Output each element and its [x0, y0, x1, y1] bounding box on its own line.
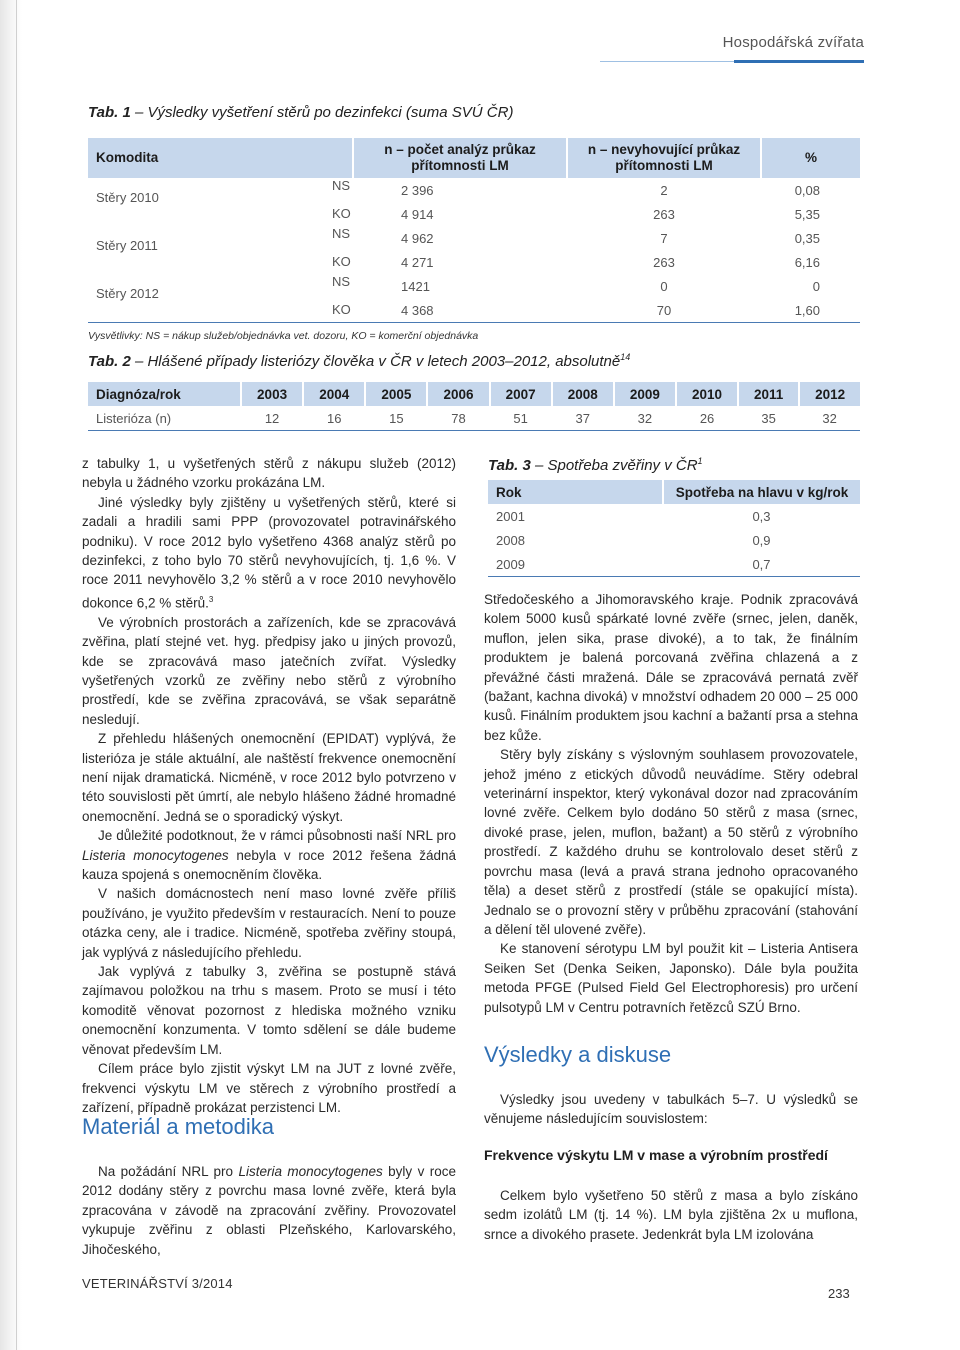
- table-row: [88, 250, 860, 274]
- table1-cell-pct: 0,08: [794, 182, 820, 198]
- table1-header-n: n – počet analýz průkaz přítomnosti LM: [353, 138, 567, 178]
- table2-caption-sup: 14: [620, 352, 631, 362]
- table-row: [488, 528, 860, 552]
- table3-cell-year: 2001: [496, 508, 525, 524]
- paragraph: Z přehledu hlášených onemocnění (EPIDAT) vyplývá, že listerióza je stále aktuální, ale naštěstí frekvence onemocnění není nijak dramatická. Nicméně, v roce 2012 bylo potvrzeno v této souvislosti pět úmrtí, ale nebylo hlášeno žádné hromadné onemocnění. Jedná se o sporadický výskyt.: [82, 731, 456, 824]
- table1-cell-n: 4 962: [401, 230, 434, 246]
- table3-caption-text: – Spotřeba zvěřiny v ČR: [530, 457, 698, 474]
- table1-cell-n: 2 396: [401, 182, 434, 198]
- table2-header-row: [88, 382, 860, 406]
- methods-heading: Materiál a metodika: [82, 1114, 274, 1139]
- table2-cell: 32: [637, 410, 653, 426]
- table2-header-year: 2012: [799, 382, 860, 406]
- table2-header-year: 2005: [365, 382, 427, 406]
- table-row: [88, 226, 860, 250]
- table2-row-label: Listerióza (n): [96, 410, 172, 426]
- table1-cell-n: 4 271: [401, 254, 434, 270]
- table2-header-year: 2003: [241, 382, 303, 406]
- table-row: [88, 202, 860, 226]
- paragraph: [82, 826, 456, 884]
- paragraph: Středočeského a Jihomoravského kraje. Podnik zpracovává kolem 5000 kusů spárkaté lovné zvěře (srnec, jelen, daněk, muflon, jelen sika, prase divoké), a to tak, že finálním produktem je balená porcovaná zvěřina chlazená a z převážné části mražená. Dále se zpracovává pernatá zvěř (bažant, kachna divoká) v množství odhadem 20 000 – 25 000 kusů. Finálním produktem jsou kachní a bažantí prsa a stehna bez kůže.: [484, 592, 858, 743]
- table2-header-year: 2004: [303, 382, 365, 406]
- paragraph: V našich domácnostech není maso lovné zvěře příliš používáno, je využito především v restauracích. Není to pouze otázka ceny, ale i tradice. Nicméně, spotřeba zvěřiny stoupá, jak vyplývá z následujícího přehledu.: [82, 886, 456, 960]
- table2-cell: 16: [326, 410, 342, 426]
- table1-cell-fail: 263: [653, 206, 675, 222]
- table1-note: Vysvětlivky: NS = nákup služeb/objednávka vet. dozoru, KO = komerční objednávka: [88, 330, 479, 342]
- table3-cell-value: 0,7: [752, 556, 771, 572]
- table-row: [88, 406, 860, 431]
- table1-cell-fail: 70: [656, 302, 672, 318]
- table1-cell-pct: 5,35: [794, 206, 820, 222]
- table1-cell-group: [88, 274, 353, 301]
- table3-header-row: [488, 480, 860, 504]
- table1-cell-group: [88, 202, 353, 226]
- table3-caption-sup: 1: [697, 456, 703, 466]
- paragraph-text: Jiné výsledky byly zjištěny u vyšetřených stěrů, které si zadali a hradili sami PPP (provozovatel potravinářského podniku). V roce 2012 bylo vyšetřeno 4368 analýz stěrů po dezinfekci, z toho bylo 70 stěrů nevyhovujících, tj. 1,6 %. V roce 2011 nevyhovělo 3,2 % stěrů a v roce 2010 nevyhovělo dokonce 6,2 % stěrů.: [82, 494, 456, 611]
- table1-cell-pct: 0: [812, 278, 820, 294]
- paragraph-text: Je důležité podotknout, že v rámci působnosti naší NRL pro: [98, 828, 456, 844]
- species-name: Listeria monocytogenes: [82, 847, 229, 863]
- table1-cell-fail: 0: [660, 278, 668, 294]
- table1-cell-group: [88, 250, 353, 274]
- table1-cell-pct: 1,60: [794, 302, 820, 318]
- table1-header-fail: n – nevyhovující průkaz přítomnosti LM: [567, 138, 761, 178]
- section-label: Hospodářská zvířata: [722, 34, 864, 51]
- table3-cell-year: 2008: [496, 532, 525, 548]
- table2-cell: 35: [761, 410, 776, 426]
- paragraph: [82, 1162, 456, 1259]
- table1-cell-pct: 6,16: [794, 254, 820, 270]
- table2-cell: 26: [699, 410, 715, 426]
- table2-caption-label: Tab. 2: [88, 353, 131, 370]
- paragraph: Ve výrobních prostorách a zařízeních, kde se zpracovává zvěřina, platí stejné vet. hyg. předpisy jako u jiných provozů, kde se zpracovává maso jatečních zvířat. Výsledky vyšetřených vzorků ze zvěřiny nebo stěrů z výrobního prostředí, kde se zvěřina zpracovává, se však separátně nesledují.: [82, 614, 456, 727]
- table3: [488, 480, 860, 577]
- table-row: [88, 298, 860, 323]
- results-heading: Výsledky a diskuse: [484, 1042, 672, 1067]
- paragraph: Celkem bylo vyšetřeno 50 stěrů z masa a bylo získáno sedm izolátů LM (tj. 14 %). LM byla zjištěna 2x u muflona, srnce a divokého prasete. Jedenkrát byla LM izolována: [484, 1188, 858, 1242]
- table2-cell: 37: [575, 410, 590, 426]
- table1-type: NS: [332, 226, 351, 241]
- table2-header-year: 2011: [738, 382, 799, 406]
- table1-cell-fail: 7: [660, 230, 668, 246]
- table1-cell-group: [88, 298, 353, 323]
- table-row: [88, 178, 860, 202]
- paragraph-text: byly v roce 2012 dodány stěry z povrchu masa lovné zvěře, která byla zpracována v závodě na zpracování zvěřiny. Provozovatel vykupuje zvěřinu z oblasti Plzeňského, Karlovarského, Jihočeského,: [82, 1164, 456, 1257]
- paragraph-text: nebyla v roce 2012 řešena žádná kauza spojená s onemocněním člověka.: [82, 847, 456, 883]
- table2-cell: 12: [264, 410, 280, 426]
- table2-header-year: 2006: [427, 382, 489, 406]
- table1-caption-label: Tab. 1: [88, 104, 131, 121]
- table2-caption-text: – Hlášené případy listeriózy člověka v ČR v letech 2003–2012, absolutně: [130, 353, 621, 370]
- results-text: [484, 1186, 858, 1244]
- table1-group-label: Stěry 2012: [96, 286, 159, 301]
- table2: [88, 382, 860, 431]
- section-rule-thin: [600, 61, 734, 62]
- table1-group-label: Stěry 2010: [96, 190, 159, 205]
- table1-type: NS: [332, 178, 351, 193]
- methods-text: [82, 1162, 456, 1259]
- table2-caption: [88, 352, 630, 370]
- journal-footer: VETERINÁŘSTVÍ 3/2014: [82, 1276, 233, 1291]
- page-number: 233: [828, 1286, 850, 1301]
- paragraph: [82, 493, 456, 613]
- table1-cell-fail: 2: [660, 182, 668, 198]
- table3-header-value: Spotřeba na hlavu v kg/rok: [663, 480, 860, 504]
- paragraph: Ke stanovení sérotypu LM byl použit kit – Listeria Antisera Seiken Set (Denka Seiken, Japonsko). Dále byla použita metoda PFGE (Pulsed Field Gel Electrophoresis) pro určení pulsotypů LM v Centru potravních řetězců SZÚ Brno.: [484, 941, 858, 1015]
- table1-caption: [88, 104, 513, 121]
- right-column-text: [484, 590, 858, 1017]
- table3-caption-label: Tab. 3: [488, 457, 531, 474]
- table1-header-row: [88, 138, 860, 178]
- table1-header-komodita: Komodita: [88, 138, 353, 178]
- table3-cell-year: 2009: [496, 556, 525, 572]
- table2-header-year: 2007: [490, 382, 552, 406]
- table1-cell-n: 4 914: [401, 206, 434, 222]
- binding-line: [16, 0, 17, 1350]
- table3-cell-value: 0,3: [752, 508, 771, 524]
- table2-cell: 15: [389, 410, 404, 426]
- table1-type: KO: [332, 302, 351, 317]
- paragraph-text: Na požádání NRL pro: [98, 1164, 239, 1179]
- table1-cell-n: 1421: [401, 278, 430, 294]
- table2-header-year: 2009: [614, 382, 676, 406]
- results-subheading: Frekvence výskytu LM v mase a výrobním prostředí: [484, 1147, 828, 1163]
- table-row: [488, 504, 860, 528]
- table1-cell-n: 4 368: [401, 302, 434, 318]
- table2-cell: 51: [513, 410, 528, 426]
- table-row: [88, 274, 860, 298]
- species-name: Listeria monocytogenes: [238, 1164, 383, 1179]
- table-row: [488, 552, 860, 577]
- table1-type: KO: [332, 254, 351, 269]
- table2-cell: 78: [451, 410, 466, 426]
- table3-header-year: Rok: [488, 480, 663, 504]
- table1-cell-group: [88, 178, 353, 205]
- table1-type: KO: [332, 206, 351, 221]
- paragraph: Stěry byly získány s výslovným souhlasem provozovatele, jehož jméno z etických důvodů neuvádíme. Stěry odebral veterinární inspektor, který vykonával dozor nad zpracováním lovné zvěře. Celkem bylo dodáno 50 stěrů z masa (srnec, divoké prase, jelen, muflon, bažant) a 50 stěrů z výrobního prostředí. Z každého druhu se kontrolovalo deset stěrů z povrchu masa (levá a pravá strana jednoho opracovaného těla) a deset stěrů z prostředí (stále se opakující místa). Jednalo se o provozní stěry v průběhu zpracování (stahování a dělení těl ulovené zvěře).: [484, 747, 858, 937]
- paragraph: z tabulky 1, u vyšetřených stěrů z nákupu služeb (2012) nebyla u žádného vzorku prokázána LM.: [82, 456, 456, 491]
- table2-header-label: Diagnóza/rok: [88, 382, 241, 406]
- table1-cell-fail: 263: [653, 254, 675, 270]
- paragraph: Výsledky jsou uvedeny v tabulkách 5–7. U výsledků se věnujeme následujícím souvislostem:: [484, 1092, 858, 1127]
- paragraph: Cílem práce bylo zjistit výskyt LM na JUT z lovné zvěře, frekvenci výskytu LM ve stěrech z výrobního prostředí a zařízení, případně prokázat perzistenci LM.: [82, 1061, 456, 1115]
- table3-caption: [488, 456, 703, 474]
- table1-header-pct: %: [761, 138, 860, 178]
- section-rule: [734, 60, 864, 63]
- table1: [88, 138, 860, 323]
- table2-header-year: 2010: [676, 382, 738, 406]
- table1-cell-group: [88, 226, 353, 253]
- results-intro: [484, 1090, 858, 1129]
- table1-caption-text: – Výsledky vyšetření stěrů po dezinfekci (suma SVÚ ČR): [130, 104, 514, 121]
- table3-cell-value: 0,9: [752, 532, 771, 548]
- reference-sup: 3: [208, 594, 214, 604]
- page-binding-shadow: [0, 0, 22, 1350]
- table1-cell-pct: 0,35: [794, 230, 820, 246]
- table1-type: NS: [332, 274, 351, 289]
- paragraph: Jak vyplývá z tabulky 3, zvěřina se postupně stává zajímavou položkou na trhu s masem. Proto se musí i této komoditě věnovat pozornost z hlediska možného vzniku onemocnění konzumenta. V tomto sdělení se dále budeme věnovat především LM.: [82, 964, 456, 1057]
- table2-cell: 32: [822, 410, 837, 426]
- table1-group-label: Stěry 2011: [96, 238, 158, 253]
- left-column-text: [82, 454, 456, 1117]
- table2-header-year: 2008: [552, 382, 614, 406]
